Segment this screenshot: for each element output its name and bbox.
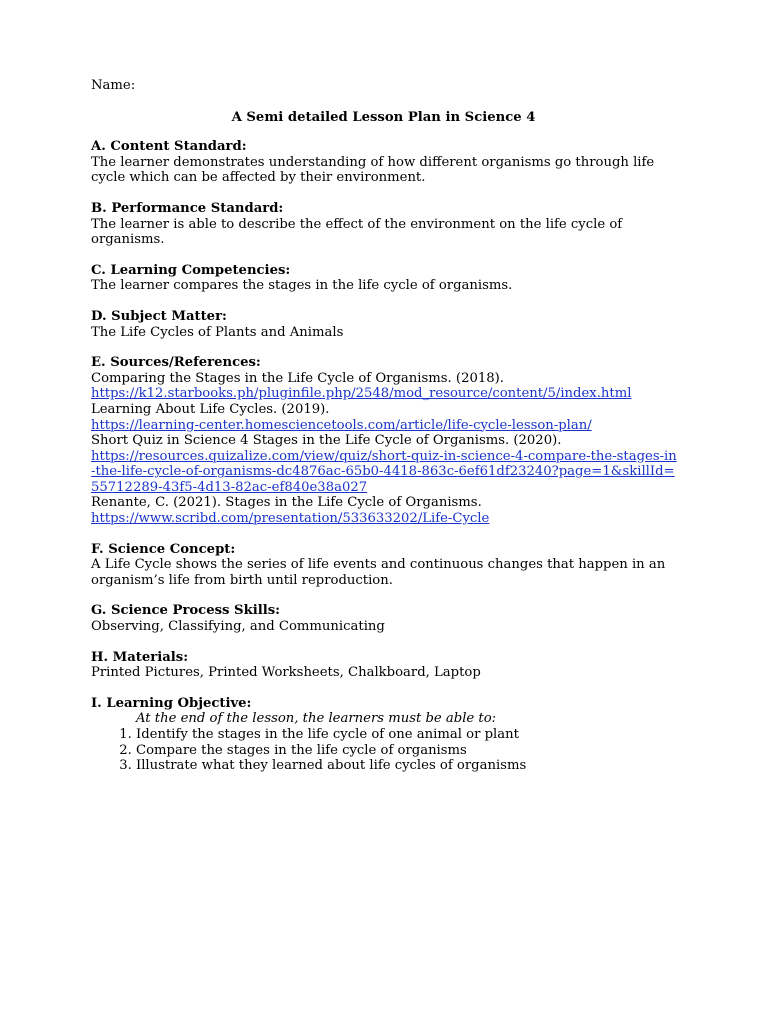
section-heading: C. Learning Competencies:	[91, 262, 291, 278]
section-heading: E. Sources/References:	[91, 355, 261, 371]
reference-citation: Learning About Life Cycles. (2019).	[91, 401, 330, 417]
section-body: Printed Pictures, Printed Worksheets, Chalkboard, Laptop	[91, 665, 481, 681]
reference-citation: Comparing the Stages in the Life Cycle of Organisms. (2018).	[91, 370, 504, 386]
section-science-concept	[91, 542, 691, 589]
section-performance-standard	[91, 201, 691, 248]
name-label: Name:	[91, 78, 136, 93]
section-body: A Life Cycle shows the series of life events and continuous changes that happen in an organism’s life from birth until reproduction.	[91, 557, 666, 588]
lesson-plan-document	[91, 78, 691, 789]
section-subject-matter	[91, 309, 691, 340]
section-learning-objective	[91, 696, 691, 774]
reference-citation: Renante, C. (2021). Stages in the Life Cycle of Organisms.	[91, 495, 482, 511]
section-body: The Life Cycles of Plants and Animals	[91, 324, 344, 340]
section-heading: G. Science Process Skills:	[91, 603, 281, 619]
section-heading: I. Learning Objective:	[91, 695, 252, 711]
reference-citation: Short Quiz in Science 4 Stages in the Life Cycle of Organisms. (2020).	[91, 433, 562, 449]
section-heading: H. Materials:	[91, 649, 189, 665]
objective-intro: At the end of the lesson, the learners must be able to:	[136, 711, 497, 727]
section-heading: F. Science Concept:	[91, 541, 236, 557]
list-item: 3. Illustrate what they learned about life cycles of organisms	[136, 758, 691, 774]
section-sources	[91, 355, 691, 527]
reference-link[interactable]: https://www.scribd.com/presentation/533633202/Life-Cycle	[91, 511, 490, 527]
section-body: Observing, Classifying, and Communicating	[91, 619, 385, 635]
reference-link[interactable]: https://resources.quizalize.com/view/quiz/short-quiz-in-science-4-compare-the-stages-in-the-life-cycle-of-organisms-dc4876ac-65b0-4418-863c-6ef61df23240?page=1&skillId=55712289-43f5-4d13-82ac-ef840e38a027	[91, 448, 677, 495]
objective-list	[91, 727, 691, 774]
section-heading: A. Content Standard:	[91, 139, 247, 155]
section-heading: D. Subject Matter:	[91, 308, 227, 324]
section-heading: B. Performance Standard:	[91, 200, 284, 216]
reference-link[interactable]: https://k12.starbooks.ph/pluginfile.php/2548/mod_resource/content/5/index.html	[91, 386, 632, 402]
section-body: The learner compares the stages in the life cycle of organisms.	[91, 278, 513, 294]
list-item: 1. Identify the stages in the life cycle of one animal or plant	[136, 727, 691, 743]
section-learning-competencies	[91, 263, 691, 294]
reference-link[interactable]: https://learning-center.homesciencetools.com/article/life-cycle-lesson-plan/	[91, 417, 592, 433]
document-title: A Semi detailed Lesson Plan in Science 4	[231, 109, 536, 125]
section-process-skills	[91, 603, 691, 634]
section-content-standard	[91, 139, 691, 186]
section-body: The learner demonstrates understanding of how different organisms go through life cycle which can be affected by their environment.	[91, 154, 655, 186]
section-materials	[91, 650, 691, 681]
section-body: The learner is able to describe the effect of the environment on the life cycle of organisms.	[91, 216, 623, 248]
list-item: 2. Compare the stages in the life cycle of organisms	[136, 743, 691, 759]
